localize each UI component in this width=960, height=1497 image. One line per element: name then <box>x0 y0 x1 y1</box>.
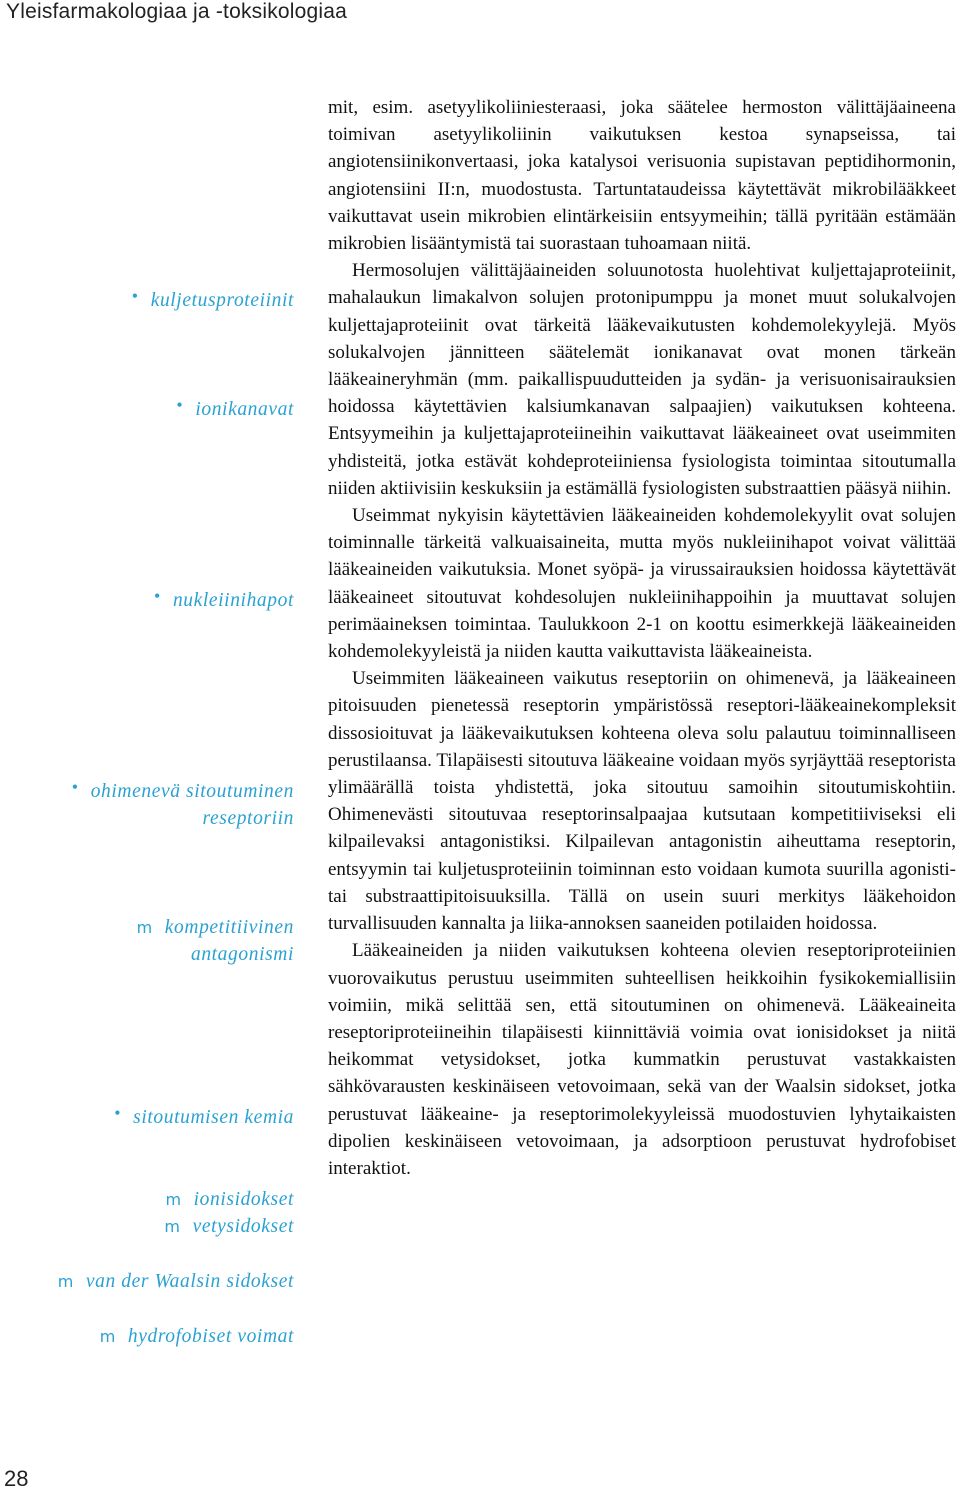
margin-note-text: kuljetusproteiinit <box>150 290 294 311</box>
margin-note-line <box>4 1186 294 1213</box>
bullet-icon: • <box>154 586 161 606</box>
sub-bullet-icon: m <box>57 1272 74 1291</box>
sub-bullet-icon: m <box>164 1217 181 1236</box>
margin-note-line <box>4 287 294 314</box>
margin-note-text: ionisidokset <box>193 1189 294 1210</box>
body-text <box>328 94 956 1182</box>
bullet-icon: • <box>131 286 139 306</box>
margin-note-line <box>4 1268 294 1295</box>
bullet-icon: • <box>114 1103 122 1123</box>
margin-note-vetysidokset <box>4 1213 294 1240</box>
paragraph-ohimeneva-sitoutuminen: Useimmiten lääkeaineen vaikutus reseptoriin on ohimenevä, ja lääkeaineen pitoisuuden pienetessä reseptorin ympäristössä reseptori-lääkeainekompleksit dissosioituvat ja lääkevaikutuksen kohteena oleva solu palautuu toiminnalliseen perustilaansa. Tilapäisesti sitoutuva lääkeaine voidaan myös syrjäyttää reseptorista ylimäärällä toista yhdistettä, joka sitoutuu samoihin sitoutumiskohtiin. Ohimenevästi sitoutuvaa reseptorinsalpaajaa kutsutaan kompetitiiviseksi eli kilpailevaksi antagonistiksi. Kilpailevan antagonistin aiheuttama reseptorin, entsyymin tai kuljetusproteiinin toiminnan esto voidaan kumota suurilla agonisti- tai substraattipitoisuuksilla. Tällä on usein suuri merkitys lääkehoidon turvallisuuden kannalta ja liika-annoksen saaneiden potilaiden hoidossa. <box>328 668 956 935</box>
sub-bullet-icon: m <box>165 1190 182 1209</box>
margin-note-text: kompetitiivinen <box>164 917 294 938</box>
margin-note-line <box>4 587 294 614</box>
margin-note-text: sitoutumisen kemia <box>133 1107 294 1128</box>
running-title: Yleisfarmakologiaa ja -toksikologiaa <box>6 0 348 23</box>
page-number: 28 <box>4 1466 29 1491</box>
margin-note-line <box>4 778 294 805</box>
margin-note-nukleiinihapot <box>4 587 294 614</box>
paragraph-nukleiinihapot: Useimmat nykyisin käytettävien lääkeaineiden kohdemolekyylit ovat solujen toiminnalle tärkeitä valkuaisaineita, mutta myös nukleiinihapot voivat välittää lääkeaineiden vaikutuksia. Monet syöpä- ja virussairauksien hoidossa käytettävät lääkeaineet sitoutuvat kohdesolujen nukleiinihappoihin ja muuttavat solujen perimäaineksen toimintaa. Taulukkoon 2-1 on koottu esimerkkejä lääkeaineiden kohdemolekyyleistä ja niiden kautta vaikuttavista lääkeaineista. <box>328 505 956 663</box>
margin-note-line <box>4 1104 294 1131</box>
paragraph-sitoutumisen-kemia: Lääkeaineiden ja niiden vaikutuksen kohteena olevien reseptoriproteiinien vuorovaikutus perustuu useimmiten suhteellisen heikkoihin fysikokemiallisiin voimiin, mikä selittää sen, että sitoutuminen on ohimenevä. Lääkeaineita reseptoriproteiineihin tilapäisesti kiinnittäviä voimia ovat ionisidokset ja niitä heikommat vetysidokset, jotka kummatkin perustuvat vastakkaisten sähkövarausten keskinäiseen vetovoimaan, sekä van der Waalsin sidokset, jotka perustuvat lääkeaine- ja reseptorimolekyyleissä muodostuvien lyhytaikaisten dipolien keskinäiseen vetovoimaan, ja adsorptioon perustuvat hydrofobiset interaktiot. <box>328 940 956 1179</box>
margin-note-text: vetysidokset <box>192 1216 294 1237</box>
margin-note-kuljetusproteiinit <box>4 287 294 314</box>
margin-note-hydrofobiset-voimat <box>4 1323 294 1350</box>
margin-note-kompetitiivinen-antagonismi <box>4 914 294 968</box>
margin-note-line: antagonismi <box>190 944 294 965</box>
margin-note-ionikanavat <box>4 396 294 423</box>
margin-note-text: ohimenevä sitoutuminen <box>90 781 294 802</box>
margin-note-text: ionikanavat <box>195 399 294 420</box>
margin-note-line: reseptoriin <box>202 808 294 829</box>
margin-note-van-der-waalsin-sidokset <box>4 1268 294 1295</box>
margin-note-line <box>4 914 294 941</box>
margin-note-ionisidokset <box>4 1186 294 1213</box>
margin-note-sitoutumisen-kemia <box>4 1104 294 1131</box>
margin-note-text: hydrofobiset voimat <box>127 1326 294 1347</box>
margin-note-line <box>4 396 294 423</box>
margin-note-ohimeneva-sitoutuminen <box>4 778 294 832</box>
paragraph-kuljettajaproteiinit: Hermosolujen välittäjäaineiden soluunotosta huolehtivat kuljettajaproteiinit, mahalaukun limakalvon solujen protonipumppu ja monet muut solukalvojen kuljettajaproteiinit ovat tärkeitä lääkevaikutusten kohdemolekyylejä. Myös solukalvojen jännitteen säätelemät ionikanavat ovat monen tärkeän lääkeaineryhmän (mm. paikallispuudutteiden ja sydän- ja verisuonisairauksien hoidossa käytettävien kalsiumkanavan salpaajien) vaikutuksen kohteena. Entsyymeihin ja kuljettajaproteiineihin vaikuttavat lääkeaineet ovat useimmiten yhdisteitä, jotka estävät kohdeproteiiniensa fysiologista toimintaa sitoutumalla niiden aktiivisiin keskuksiin ja estämällä fysiologisten substraattien pääsyä niihin. <box>328 260 956 499</box>
margin-note-line <box>4 1213 294 1240</box>
bullet-icon: • <box>71 777 79 797</box>
margin-note-text: van der Waalsin sidokset <box>85 1271 294 1292</box>
sub-bullet-icon: m <box>99 1327 116 1346</box>
bullet-icon: • <box>176 395 184 415</box>
margin-notes <box>0 0 300 1497</box>
paragraph-entsyymit: mit, esim. asetyylikoliiniesteraasi, joka säätelee hermoston välittäjäaineena toimivan asetyylikoliinin vaikutuksen kestoa synapseissa, tai angiotensiinikonvertaasi, joka katalysoi verisuonia supistavan peptidihormonin, angiotensiini II:n, muodostusta. Tartuntataudeissa käytettävät mikrobilääkkeet vaikuttavat usein mikrobien elintärkeisiin entsyymeihin; tällä pyritään estämään mikrobien lisääntymistä tai suorastaan tuhoamaan niitä. <box>328 97 956 255</box>
margin-note-line <box>4 1323 294 1350</box>
sub-bullet-icon: m <box>136 918 153 937</box>
margin-note-text: nukleiinihapot <box>172 590 294 611</box>
